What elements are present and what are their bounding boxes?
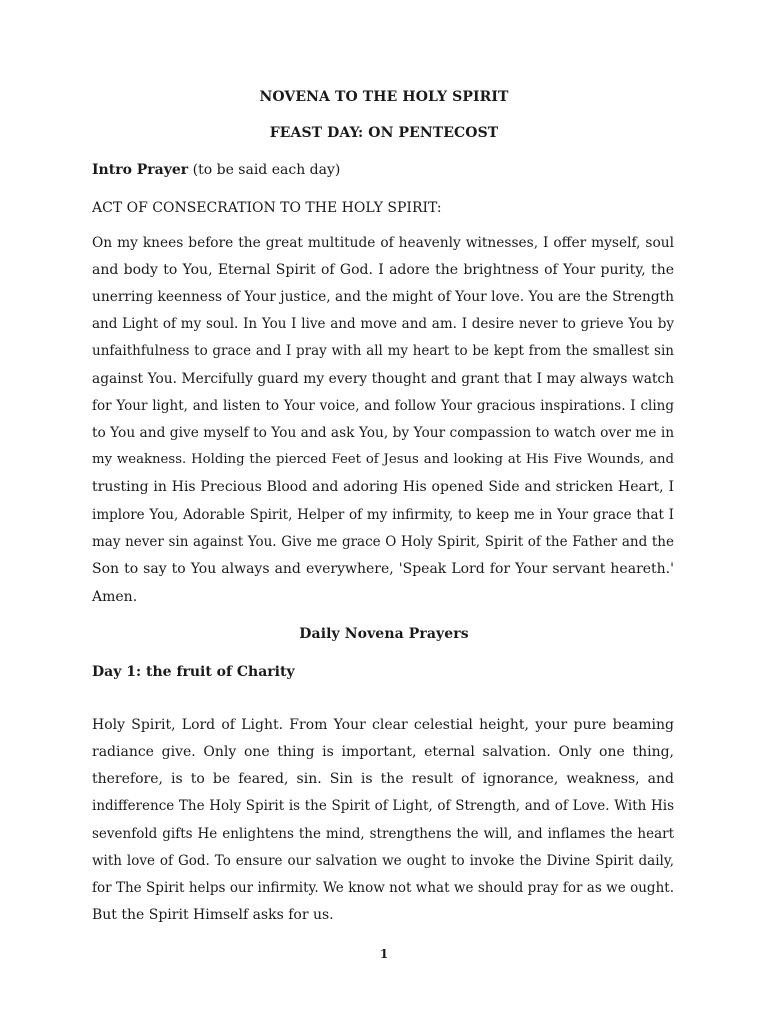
paragraph-last-line: Amen. xyxy=(92,589,138,605)
paragraph-line: implore You, Adorable Spirit, Helper of my infirmity, to keep me in Your grace that I xyxy=(92,507,674,523)
paragraph-line: against You. Mercifully guard my every thought and grant that I may always watch xyxy=(92,371,674,387)
intro-note: (to be said each day) xyxy=(188,162,341,178)
paragraph-line: trusting in His Precious Blood and adoring His opened Side and stricken Heart, I xyxy=(92,479,674,495)
page-number: 1 xyxy=(379,947,389,961)
paragraph-line: and body to You, Eternal Spirit of God. I adore the brightness of Your purity, the xyxy=(92,262,674,278)
paragraph-line: unerring keenness of Your justice, and the might of Your love. You are the Strength xyxy=(92,289,674,305)
daily-prayers-heading: Daily Novena Prayers xyxy=(299,626,469,642)
paragraph-line: with love of God. To ensure our salvation we ought to invoke the Divine Spirit daily, xyxy=(92,853,674,869)
paragraph-last-line: But the Spirit Himself asks for us. xyxy=(92,907,334,923)
paragraph-line: indifference The Holy Spirit is the Spirit of Light, of Strength, and of Love. With His xyxy=(92,798,674,814)
paragraph-line: sevenfold gifts He enlightens the mind, strengthens the will, and inflames the heart xyxy=(92,826,674,842)
paragraph-line: to You and give myself to You and ask You, by Your compassion to watch over me in xyxy=(92,425,675,441)
paragraph-line: Holy Spirit, Lord of Light. From Your clear celestial height, your pure beaming xyxy=(92,717,674,733)
paragraph-line: On my knees before the great multitude of heavenly witnesses, I offer myself, soul xyxy=(92,235,674,251)
paragraph-line: radiance give. Only one thing is important, eternal salvation. Only one thing, xyxy=(92,744,674,760)
document-subtitle: FEAST DAY: ON PENTECOST xyxy=(269,125,499,141)
paragraph-line: for The Spirit helps our infirmity. We know not what we should pray for as we ought. xyxy=(92,880,674,896)
day1-colon: : the fruit of Charity xyxy=(135,664,295,680)
document-title: NOVENA TO THE HOLY SPIRIT xyxy=(259,89,509,105)
paragraph-line: may never sin against You. Give me grace O Holy Spirit, Spirit of the Father and the xyxy=(92,534,674,550)
paragraph-line: unfaithfulness to grace and I pray with all my heart to be kept from the smallest sin xyxy=(92,343,674,359)
day1-heading xyxy=(92,664,295,680)
paragraph-line: Son to say to You always and everywhere, 'Speak Lord for Your servant heareth.' xyxy=(92,561,674,577)
day1-label: Day 1 xyxy=(92,664,136,680)
intro-label: Intro Prayer xyxy=(92,162,189,178)
paragraph-line: for Your light, and listen to Your voice, and follow Your gracious inspirations. I cling xyxy=(92,398,674,414)
intro-line xyxy=(92,162,340,178)
paragraph-line: and Light of my soul. In You I live and move and am. I desire never to grieve You by xyxy=(92,316,674,332)
consecration-heading: ACT OF CONSECRATION TO THE HOLY SPIRIT: xyxy=(92,200,442,216)
paragraph-line: my weakness. Holding the pierced Feet of Jesus and looking at His Five Wounds, and xyxy=(92,452,674,467)
paragraph-line: therefore, is to be feared, sin. Sin is the result of ignorance, weakness, and xyxy=(92,771,674,787)
